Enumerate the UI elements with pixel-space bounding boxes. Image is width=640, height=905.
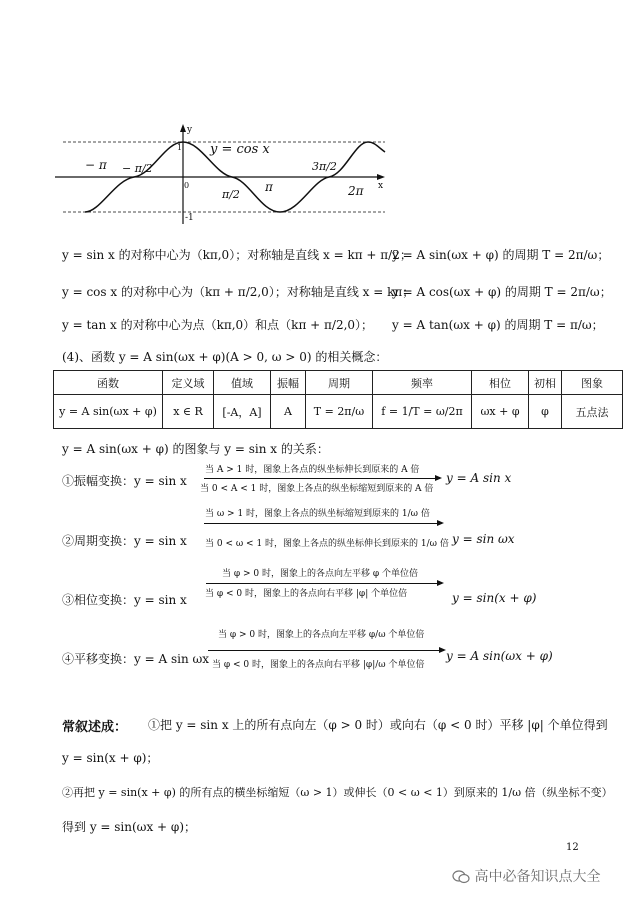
- watermark: [452, 866, 600, 886]
- transform-bottom-condition: 当 0 < A < 1 时，图象上各点的纵坐标缩短到原来的 A 倍: [200, 484, 434, 494]
- transform-top-condition: 当 ω > 1 时，图象上各点的纵坐标缩短到原来的 1/ω 倍: [205, 509, 430, 519]
- table-header-row: [54, 371, 623, 395]
- summary-line: ②再把 y = sin(x + φ) 的所有点的横坐标缩短（ω > 1）或伸长（0 < ω < 1）到原来的 1/ω 倍（纵坐标不变）: [62, 786, 613, 799]
- table-header: 图象: [562, 371, 623, 395]
- table-cell: ωx + φ: [472, 395, 529, 429]
- tick-half-pi: π/2: [222, 188, 240, 201]
- transform-top-condition: 当 φ > 0 时，图象上的各点向左平移 φ 个单位倍: [222, 569, 419, 579]
- sin-symmetry: y = sin x 的对称中心为（kπ,0）；对称轴是直线 x = kπ + π/2；: [62, 248, 412, 262]
- relation-heading: y = A sin(ωx + φ) 的图象与 y = sin x 的关系：: [62, 442, 329, 456]
- origin-label: 0: [184, 181, 190, 190]
- transform-label: ④平移变换：y = A sin ωx: [62, 652, 210, 666]
- table-cell: y = A sin(ωx + φ): [54, 395, 163, 429]
- transform-bottom-condition: 当 φ < 0 时，图象上的各点向右平移 |φ| 个单位倍: [205, 589, 408, 599]
- table-cell: T = 2π/ω: [306, 395, 373, 429]
- y-one-label: 1: [177, 143, 183, 152]
- cosine-graph: [55, 120, 395, 230]
- table-header: 频率: [373, 371, 472, 395]
- tan-symmetry: y = tan x 的对称中心为点（kπ,0）和点（kπ + π/2,0）；: [62, 318, 374, 332]
- section-heading: (4)、函数 y = A sin(ωx + φ)(A > 0, ω > 0) 的相关概念：: [62, 350, 388, 364]
- tan-period: y = A tan(ωx + φ) 的周期 T = π/ω；: [392, 318, 604, 332]
- transform-top-condition: 当 A > 1 时，图象上各点的纵坐标伸长到原来的 A 倍: [205, 465, 420, 475]
- watermark-text: 高中必备知识点大全: [474, 869, 601, 885]
- transform-label: ②周期变换：y = sin x: [62, 534, 187, 548]
- curve-title: y = cos x: [210, 142, 270, 157]
- transform-bottom-condition: 当 0 < ω < 1 时，图象上各点的纵坐标伸长到原来的 1/ω 倍: [205, 539, 449, 549]
- table-header: 初相: [529, 371, 562, 395]
- summary-title: 常叙述成：: [62, 720, 128, 735]
- transform-label: ①振幅变换：y = sin x: [62, 474, 187, 488]
- tick-neg-half-pi: − π/2: [122, 162, 153, 175]
- transform-result: y = A sin x: [446, 471, 512, 485]
- transform-result: y = A sin(ωx + φ): [446, 649, 553, 663]
- transform-top-condition: 当 φ > 0 时，图象上的各点向左平移 φ/ω 个单位倍: [218, 630, 425, 640]
- sin-period: y = A sin(ωx + φ) 的周期 T = 2π/ω；: [392, 248, 610, 262]
- cos-period: y = A cos(ωx + φ) 的周期 T = 2π/ω；: [392, 285, 612, 299]
- transform-arrow: [206, 583, 442, 584]
- y-axis-label: y: [187, 125, 193, 135]
- table-header: 振幅: [271, 371, 306, 395]
- transform-result: y = sin ωx: [452, 532, 515, 546]
- table-cell: φ: [529, 395, 562, 429]
- table-cell: A: [271, 395, 306, 429]
- tick-three-half-pi: 3π/2: [312, 160, 337, 173]
- tick-neg-pi: − π: [85, 158, 107, 172]
- y-neg-one-label: -1: [185, 213, 194, 223]
- page-number: 12: [566, 842, 579, 853]
- table-cell: f = 1/T = ω/2π: [373, 395, 472, 429]
- table-cell: [-A，A]: [214, 395, 271, 429]
- wechat-icon: [452, 870, 470, 884]
- table-cell: x ∈ R: [163, 395, 214, 429]
- table-header: 定义域: [163, 371, 214, 395]
- concept-table: [53, 370, 623, 429]
- summary-line: 得到 y = sin(ωx + φ)；: [62, 820, 197, 834]
- transform-arrow: [204, 523, 442, 524]
- table-header: 函数: [54, 371, 163, 395]
- cos-symmetry: y = cos x 的对称中心为（kπ + π/2,0）；对称轴是直线 x = kπ；: [62, 285, 415, 299]
- table-row: [54, 395, 623, 429]
- tick-pi: π: [265, 180, 273, 194]
- tick-two-pi: 2π: [348, 184, 364, 198]
- summary-line: y = sin(x + φ)；: [62, 751, 159, 765]
- table-header: 相位: [472, 371, 529, 395]
- summary-line: ①把 y = sin x 上的所有点向左（φ > 0 时）或向右（φ < 0 时）平移 |φ| 个单位得到: [148, 718, 608, 732]
- table-header: 值域: [214, 371, 271, 395]
- transform-arrow: [204, 478, 440, 479]
- table-cell: 五点法: [562, 395, 623, 429]
- x-axis-label: x: [378, 181, 384, 191]
- transform-result: y = sin(x + φ): [452, 591, 537, 605]
- table-header: 周期: [306, 371, 373, 395]
- transform-label: ③相位变换：y = sin x: [62, 593, 187, 607]
- transform-arrow: [208, 650, 444, 651]
- transform-bottom-condition: 当 φ < 0 时，图象上的各点向右平移 |φ|/ω 个单位倍: [212, 660, 425, 670]
